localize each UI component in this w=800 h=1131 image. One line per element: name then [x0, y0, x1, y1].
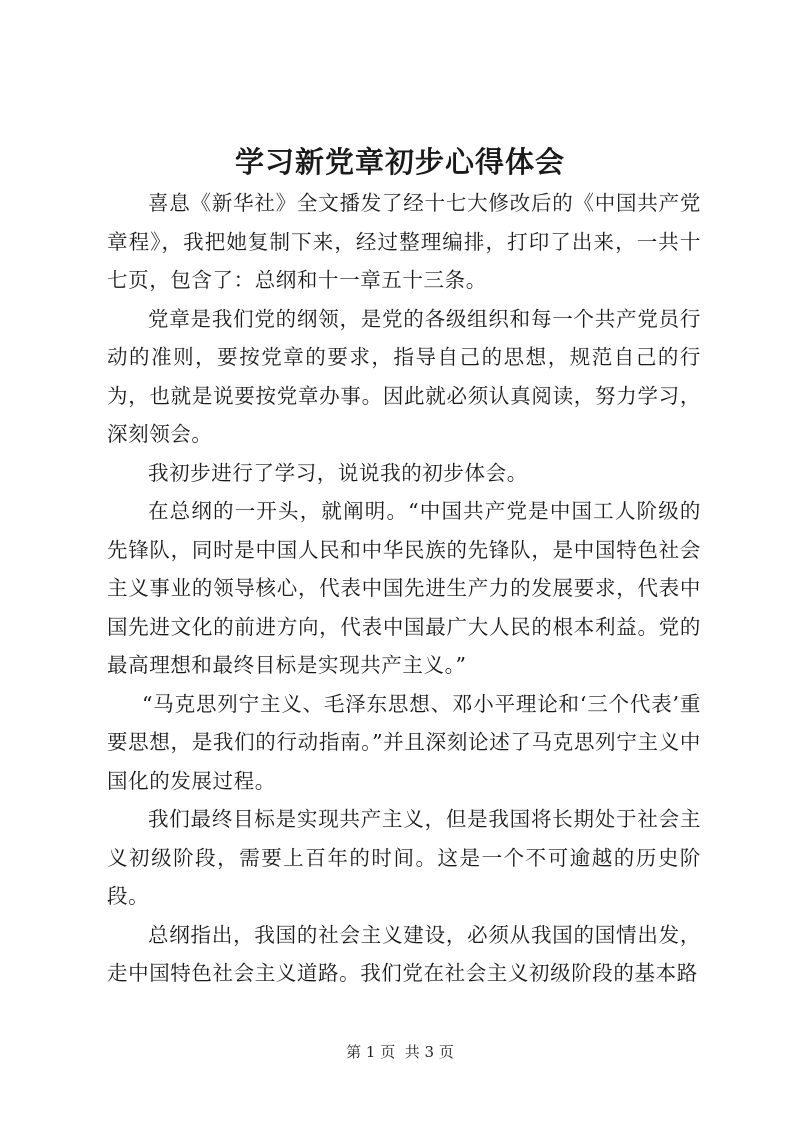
page-number-label: 第 1 页 共 3 页: [346, 1043, 454, 1061]
paragraph-2: 党章是我们党的纲领，是党的各级组织和每一个共产党员行动的准则，要按党章的要求，指导自己的思想，规范自己的行为，也就是说要按党章办事。因此就必须认真阅读，努力学习，深刻领会。: [107, 306, 701, 446]
paragraph-4: 在总纲的一开头，就阐明。“中国共产党是中国工人阶级的先锋队，同时是中国人民和中华民族的先锋队，是中国特色社会主义事业的领导核心，代表中国先进生产力的发展要求，代表中国先进文化的前进方向，代表中国最广大人民的根本利益。党的最高理想和最终目标是实现共产主义。”: [107, 499, 701, 677]
paragraph-6: 我们最终目标是实现共产主义，但是我国将长期处于社会主义初级阶段，需要上百年的时间。这是一个不可逾越的历史阶段。: [107, 807, 701, 908]
paragraph-7: 总纲指出，我国的社会主义建设，必须从我国的国情出发，走中国特色社会主义道路。我们党在社会主义初级阶段的基本路: [107, 922, 701, 985]
paragraph-5: “马克思列宁主义、毛泽东思想、邓小平理论和‘三个代表’重要思想，是我们的行动指南。”并且深刻论述了马克思列宁主义中国化的发展过程。: [107, 691, 701, 793]
document-body: [107, 184, 701, 993]
paragraph-1: 喜息《新华社》全文播发了经十七大修改后的《中国共产党章程》，我把她复制下来，经过整理编排，打印了出来，一共十七页，包含了：总纲和十一章五十三条。: [107, 191, 701, 292]
page-footer: [0, 1042, 800, 1062]
document-title: 学习新党章初步心得体会: [234, 145, 565, 179]
paragraph-3: 我初步进行了学习，说说我的初步体会。: [148, 460, 528, 485]
